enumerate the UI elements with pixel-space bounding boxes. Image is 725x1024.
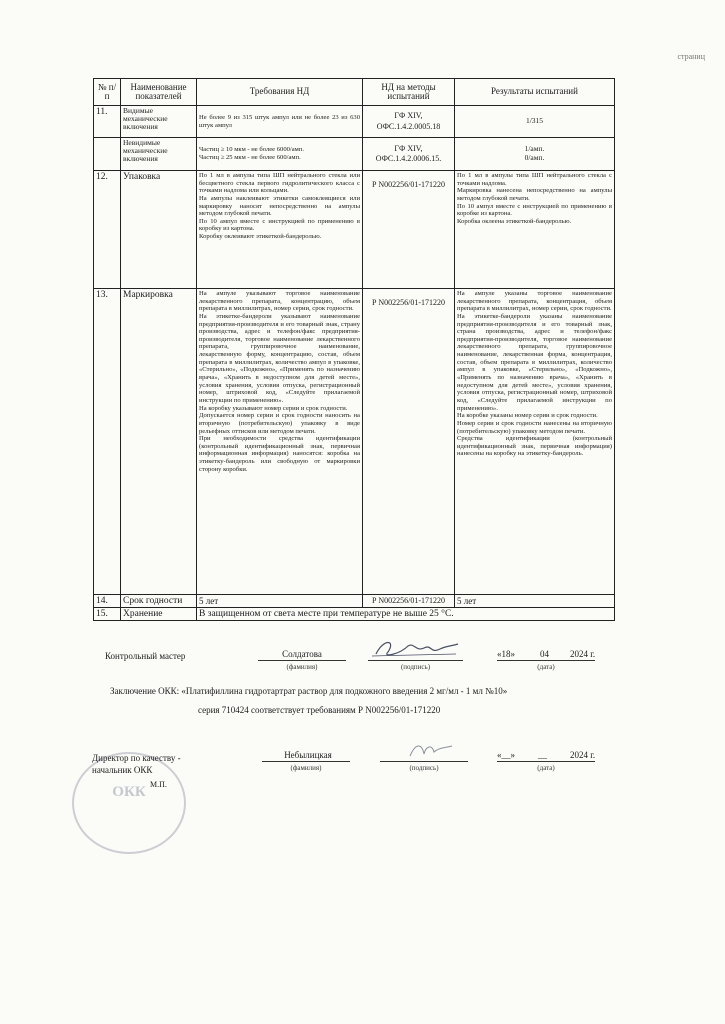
table-row [94, 595, 615, 608]
header-method: НД на методы испытаний [363, 79, 455, 106]
table-header-row [94, 79, 615, 106]
row-name: Хранение [121, 608, 197, 621]
director-sign-sub: (подпись) [409, 764, 439, 772]
controller-sign-sub: (подпись) [400, 663, 431, 671]
director-sign-line [380, 761, 468, 762]
page-label: страниц [677, 52, 705, 61]
controller-date-sub: (дата) [537, 663, 555, 671]
row-num: 14. [94, 595, 121, 608]
method-text: ОФС.1.4.2.0005.18 [376, 121, 441, 131]
table-row [94, 289, 615, 595]
row-num: 15. [94, 608, 121, 621]
result-text: Маркировка нанесена непосредственно на ампулы методом глубокой печати. [457, 187, 612, 202]
director-date-sub: (дата) [537, 764, 555, 772]
row-name: Видимые механические включения [121, 106, 197, 138]
conclusion-line2: серия 710424 соответствует требованиям Р N002256/01-171220 [198, 705, 441, 715]
controller-name-sub: (фамилия) [286, 663, 318, 671]
row-name: Срок годности [121, 595, 197, 608]
req-text: По 10 ампул вместе с инструкцией по применению в коробку из картона. [199, 217, 360, 233]
method-text: ГФ XIV, [394, 143, 423, 153]
header-num: № п/п [94, 79, 121, 106]
director-date-line [497, 761, 595, 762]
req-text: На коробку указывают номер серии и срок годности. [199, 404, 348, 412]
result-text: По 1 мл в ампулы типа ШП нейтрального стекла с точками надлома. [457, 172, 612, 187]
req-text: На ампуле указывают торговое наименование лекарственного препарата, концентрацию, объем препарата в миллилитрах, номер серии, срок годности. [199, 290, 360, 313]
req-text: При необходимости средства идентификации (контрольный идентификационный знак, первичная информационная информация) наносятся: коробка на этикетку-бандероль или свободную от маркировки сторону коробки. [199, 435, 360, 473]
row-result [455, 171, 615, 289]
row-name: Невидимые механические включения [121, 138, 197, 171]
header-requirements: Требования НД [197, 79, 363, 106]
controller-role: Контрольный мастер [105, 651, 186, 661]
result-text: Коробка оклеена этикеткой-бандеролью. [457, 217, 572, 225]
req-text: Частиц ≥ 25 мкм - не более 600/амп. [199, 154, 301, 161]
row-name: Упаковка [121, 171, 197, 289]
director-date-month: __ [538, 750, 547, 760]
director-role-line2: начальник ОКК [92, 765, 153, 775]
req-text: На этикетке-бандероли указывают наименование предприятия-производителя и его товарный знак, страну производства, адрес и телефон/факс предприятия-производителя, торговое наименование лекарственного препарата, группировочное наименование, лекарственную форму, концентрацию, состав, объем препарата в миллилитрах, количество ампул в упаковке, «Стерильно», «Подкожно», «Применять по назначению врача», «Хранить в недоступном для детей месте», условия хранения, условия отпуска, регистрационный номер, штриховой код, «Следуйте прилагаемой инструкции по применению». [199, 312, 360, 404]
row-method: Р N002256/01-171220 [363, 595, 455, 608]
row-name: Маркировка [121, 289, 197, 595]
director-date-year: 2024 г. [570, 750, 596, 760]
controller-sign-line [368, 660, 463, 661]
stamp-text: ОКК [112, 784, 146, 800]
req-text: Коробку оклеивают этикеткой-бандеролью. [199, 233, 322, 241]
result-text: По 10 ампул вместе с инструкцией по применению в коробке из картона. [457, 202, 612, 218]
director-mp: М.П. [150, 780, 167, 789]
req-text: По 1 мл в ампулы типа ШП нейтрального стекла или бесцветного стекла первого гидролитического класса с точками надлома или кольцами. [199, 172, 360, 195]
req-text: Частиц ≥ 10 мкм - не более 6000/амп. [199, 146, 305, 154]
row-result: 5 лет [455, 595, 615, 608]
controller-date-year: 2024 г. [570, 649, 596, 659]
row-result [455, 138, 615, 171]
row-requirements [197, 171, 363, 289]
director-signature [400, 738, 460, 762]
row-method: Р N002256/01-171220 [363, 171, 455, 289]
req-text: Не более 9 из 315 штук ампул или не более 23 из 630 штук ампул [199, 113, 360, 129]
row-requirements: 5 лет [197, 595, 363, 608]
result-text: Номер серии и срок годности нанесены на вторичную (потребительскую) упаковку методом печати. [457, 419, 612, 435]
row-num: 11. [94, 106, 121, 138]
result-text: Средства идентификации (контрольный идентификационный знак, первичная информация) нанесены на коробку на этикетку-бандероль. [457, 435, 612, 458]
director-date-day: «__» [497, 750, 515, 760]
controller-date-day: «18» [497, 649, 515, 659]
row-storage: В защищенном от света месте при температуре не выше 25 °С. [197, 608, 615, 621]
header-name: Наименование показателей [121, 79, 197, 106]
row-result [455, 289, 615, 595]
row-requirements [197, 289, 363, 595]
row-result [455, 106, 615, 138]
director-name-line [262, 761, 350, 762]
row-requirements [197, 106, 363, 138]
conclusion-line1: Заключение ОКК: «Платифиллина гидротартрат раствор для подкожного введения 2 мг/мл - 1 мл №10» [110, 686, 508, 696]
header-results: Результаты испытаний [455, 79, 615, 106]
row-num [94, 138, 121, 171]
row-num: 12. [94, 171, 121, 289]
result-text: 1/315 [525, 116, 544, 126]
row-method [363, 138, 455, 171]
result-text: 1/амп. [524, 144, 545, 154]
director-name: Небылицкая [284, 750, 332, 760]
quality-table [93, 78, 615, 621]
controller-signature [370, 634, 460, 662]
director-role-line1: Директор по качеству - [92, 753, 181, 763]
controller-date-month: 04 [540, 649, 549, 659]
result-text: На коробке указаны номер серии и срок годности. [457, 412, 598, 420]
method-text: ОФС.1.4.2.0006.15. [375, 154, 442, 163]
controller-name: Солдатова [282, 649, 322, 659]
req-text: На ампулы наклеивают этикетки самоклеящиеся или маркировку наносят непосредственно на ампулы методом глубокой печати. [199, 194, 360, 218]
row-num: 13. [94, 289, 121, 595]
req-text: Допускается номер серии и срок годности наносить на вторичную (потребительскую) упаковку в виде рельефных оттисков или методом печати. [199, 412, 360, 435]
director-name-sub: (фамилия) [290, 764, 322, 772]
result-text: На ампуле указаны торговое наименование лекарственного препарата, концентрация, объем препарата в миллилитрах, номер серии, срок годности. [457, 290, 612, 313]
row-method: Р N002256/01-171220 [363, 289, 455, 595]
result-text: На этикетке-бандероли указаны наименование предприятия-производителя и его товарный знак, страна производства, адрес и телефон/факс предприятия-производителя, торговое наименование лекарственного препарата, группировочное наименование, лекарственная форма, концентрация, состав, объем препарата в миллилитрах, количество ампул в упаковке, «Стерильно», «Подкожно», «Применять по назначению врача», «Хранить в недоступном для детей месте», условия хранения, условия отпуска, регистрационный номер, штриховой код, «Следуйте прилагаемой инструкции по применению». [457, 312, 612, 412]
controller-date-line [497, 660, 595, 661]
result-text: 0/амп. [524, 153, 545, 162]
table-row [94, 106, 615, 138]
row-requirements [197, 138, 363, 171]
table-row [94, 171, 615, 289]
row-method [363, 106, 455, 138]
controller-name-line [258, 660, 346, 661]
method-text: ГФ XIV, [394, 111, 423, 121]
table-row [94, 138, 615, 171]
table-row [94, 608, 615, 621]
